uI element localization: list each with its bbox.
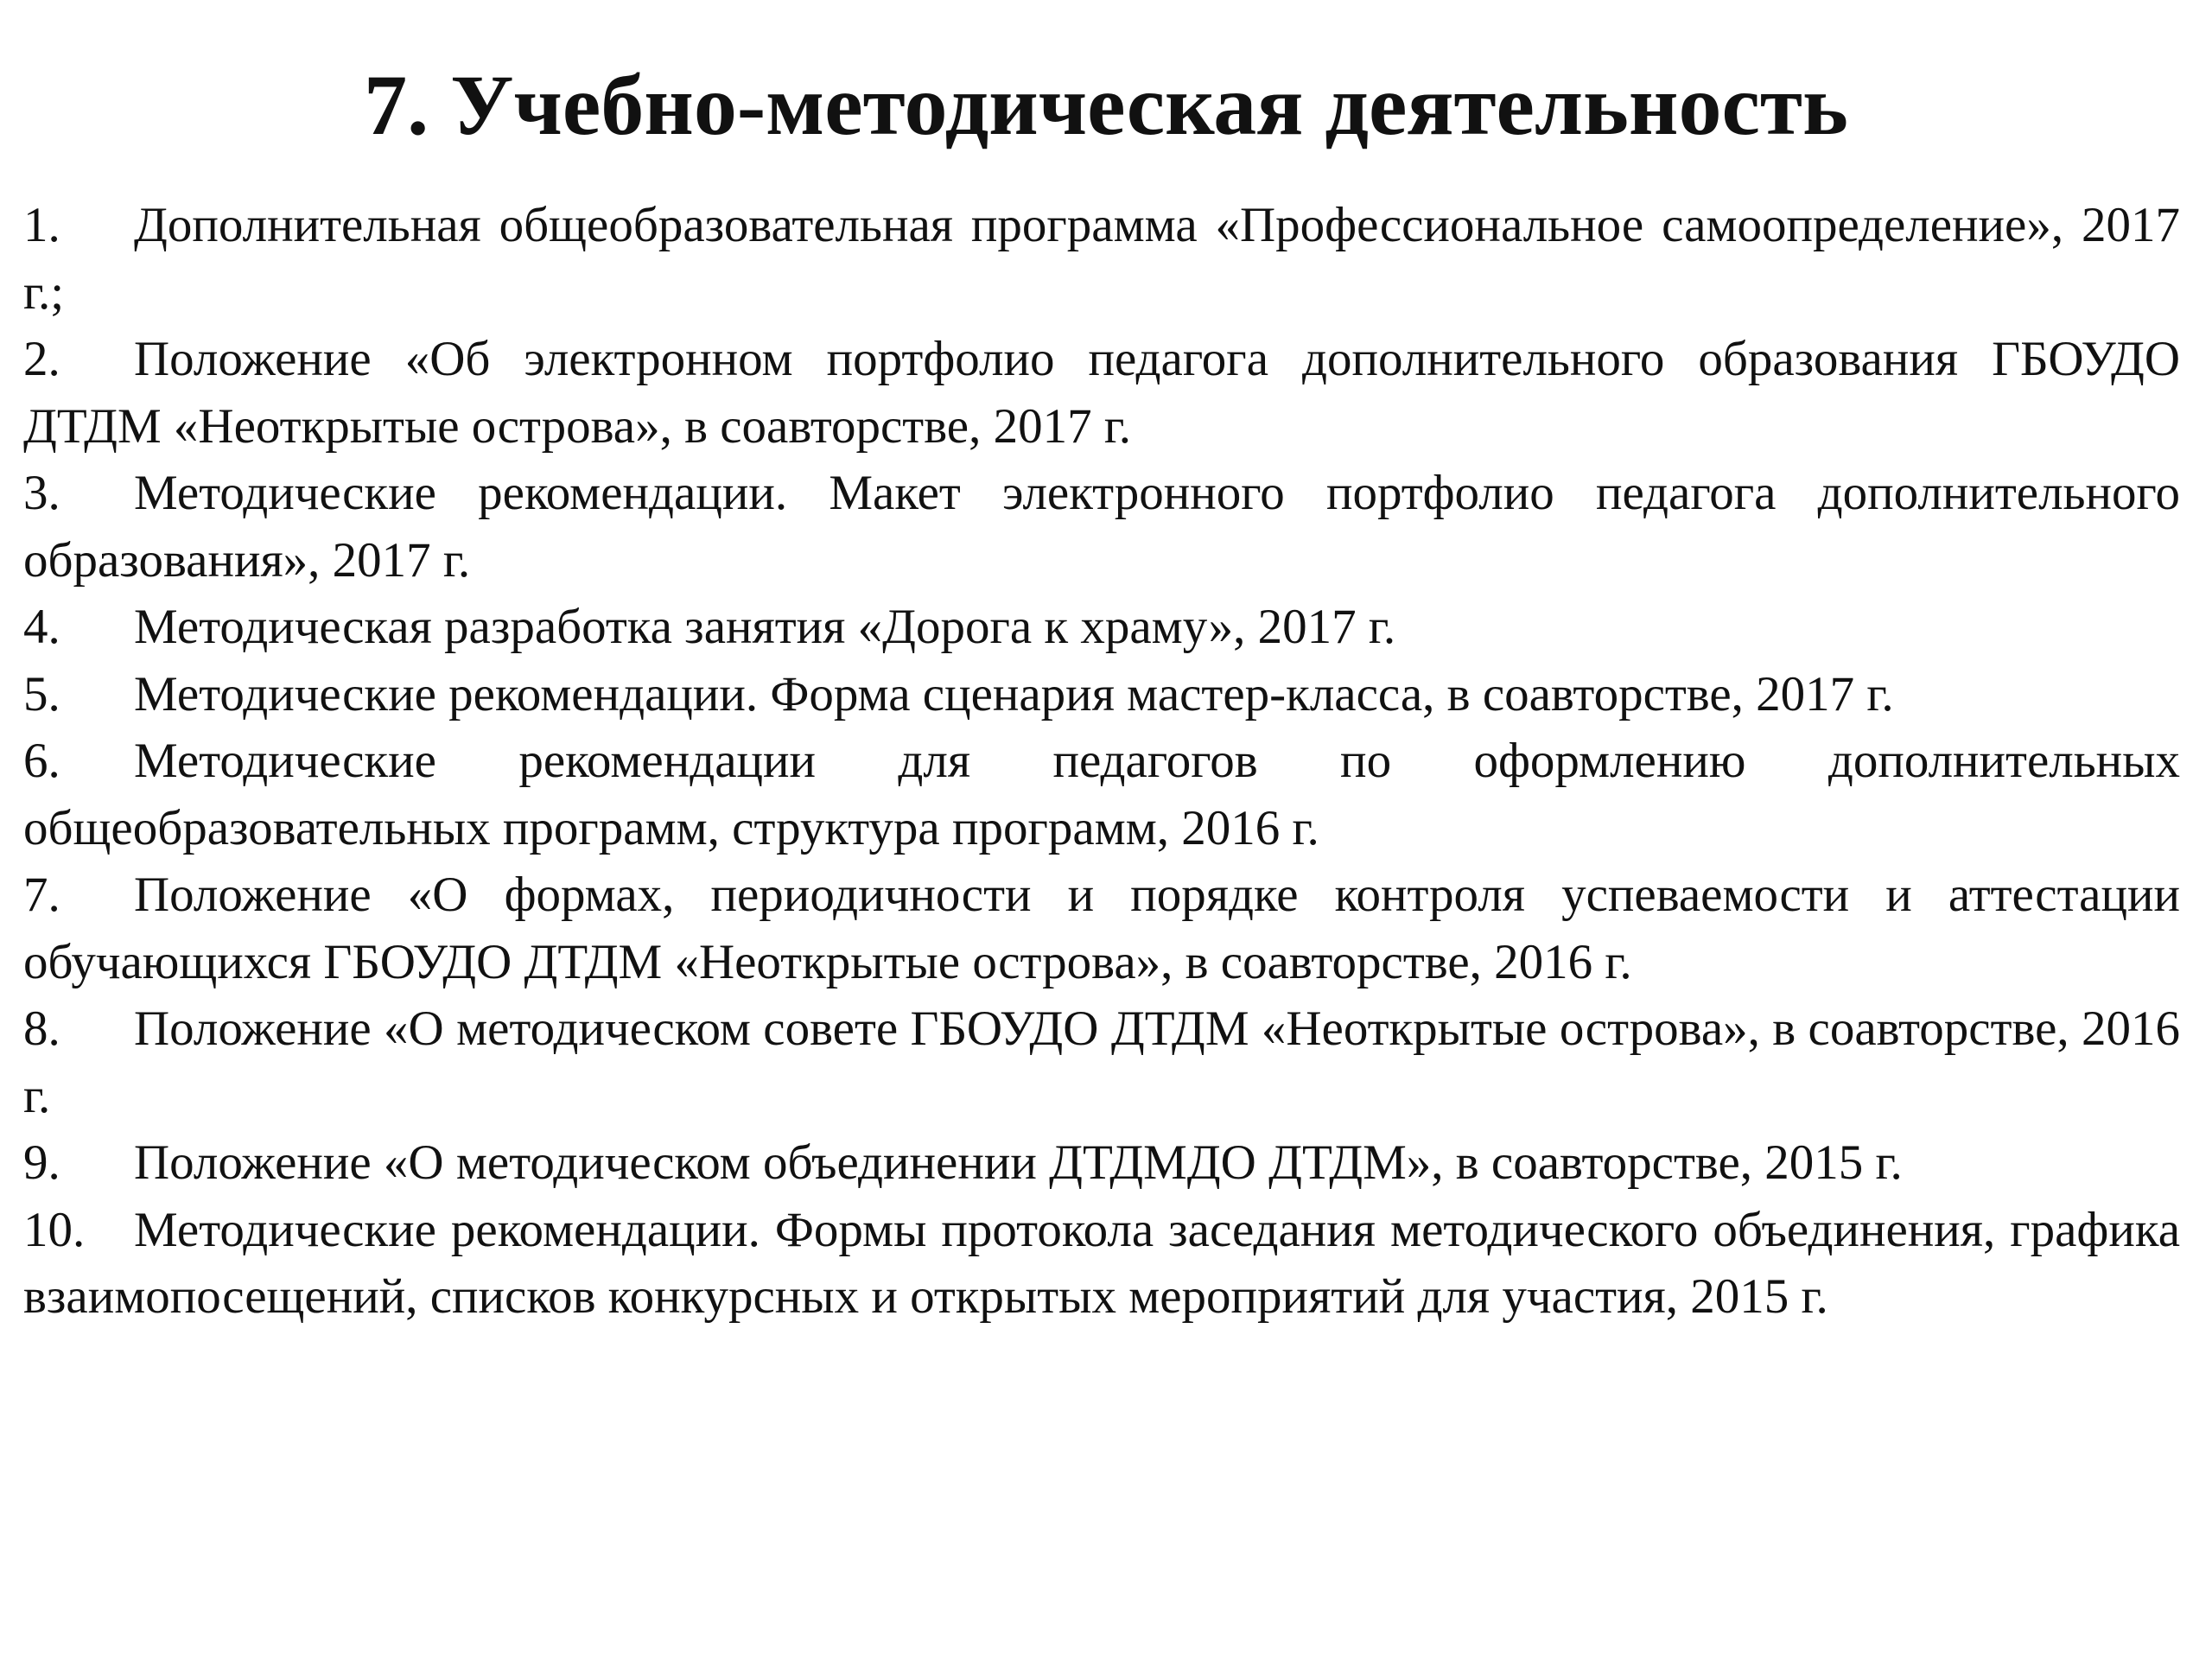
- document-list: [23, 192, 2180, 1331]
- list-item-text: Положение «О методическом объединении ДТДМДО ДТДМ», в соавторстве, 2015 г.: [134, 1135, 1903, 1190]
- list-item: [23, 192, 2180, 326]
- list-item-text: Методические рекомендации для педагогов по оформлению дополнительных общеобразовательных программ, структура программ, 2016 г.: [23, 734, 2180, 855]
- list-item-number: 7.: [23, 868, 60, 922]
- list-item-number: 10.: [23, 1202, 86, 1257]
- list-item-text: Методическая разработка занятия «Дорога к храму», 2017 г.: [134, 600, 1396, 654]
- list-item-text: Положение «О формах, периодичности и порядке контроля успеваемости и аттестации обучающихся ГБОУДО ДТДМ «Неоткрытые острова», в соавторстве, 2016 г.: [23, 868, 2180, 989]
- list-item-text: Методические рекомендации. Формы протокола заседания методического объединения, графика взаимопосещений, списков конкурсных и открытых мероприятий для участия, 2015 г.: [23, 1202, 2180, 1324]
- list-item-text: Методические рекомендации. Форма сценария мастер-класса, в соавторстве, 2017 г.: [134, 666, 1894, 721]
- list-item-number: 3.: [23, 466, 60, 520]
- list-item: [23, 728, 2180, 861]
- list-item-number: 1.: [23, 198, 60, 252]
- list-item-text: Дополнительная общеобразовательная программа «Профессиональное самоопределение», 2017 г.;: [23, 198, 2180, 320]
- list-item: [23, 861, 2180, 995]
- list-item: [23, 1197, 2180, 1331]
- list-item-text: Положение «О методическом совете ГБОУДО ДТДМ «Неоткрытые острова», в соавторстве, 2016 г.: [23, 1001, 2180, 1123]
- list-item-number: 4.: [23, 600, 60, 654]
- list-item-number: 8.: [23, 1001, 60, 1056]
- list-item-number: 9.: [23, 1135, 60, 1190]
- list-item-number: 6.: [23, 734, 60, 788]
- list-item-number: 5.: [23, 666, 60, 721]
- list-item-text: Методические рекомендации. Макет электронного портфолио педагога дополнительного образования», 2017 г.: [23, 466, 2180, 588]
- list-item: [23, 460, 2180, 594]
- list-item: [23, 326, 2180, 460]
- list-item: [23, 661, 2180, 728]
- page-title: 7. Учебно-методическая деятельность: [364, 57, 1848, 153]
- list-item: [23, 995, 2180, 1129]
- list-item: [23, 594, 2180, 661]
- list-item-number: 2.: [23, 332, 60, 386]
- list-item-text: Положение «Об электронном портфолио педагога дополнительного образования ГБОУДО ДТДМ «Неоткрытые острова», в соавторстве, 2017 г.: [23, 332, 2180, 454]
- list-item: [23, 1129, 2180, 1197]
